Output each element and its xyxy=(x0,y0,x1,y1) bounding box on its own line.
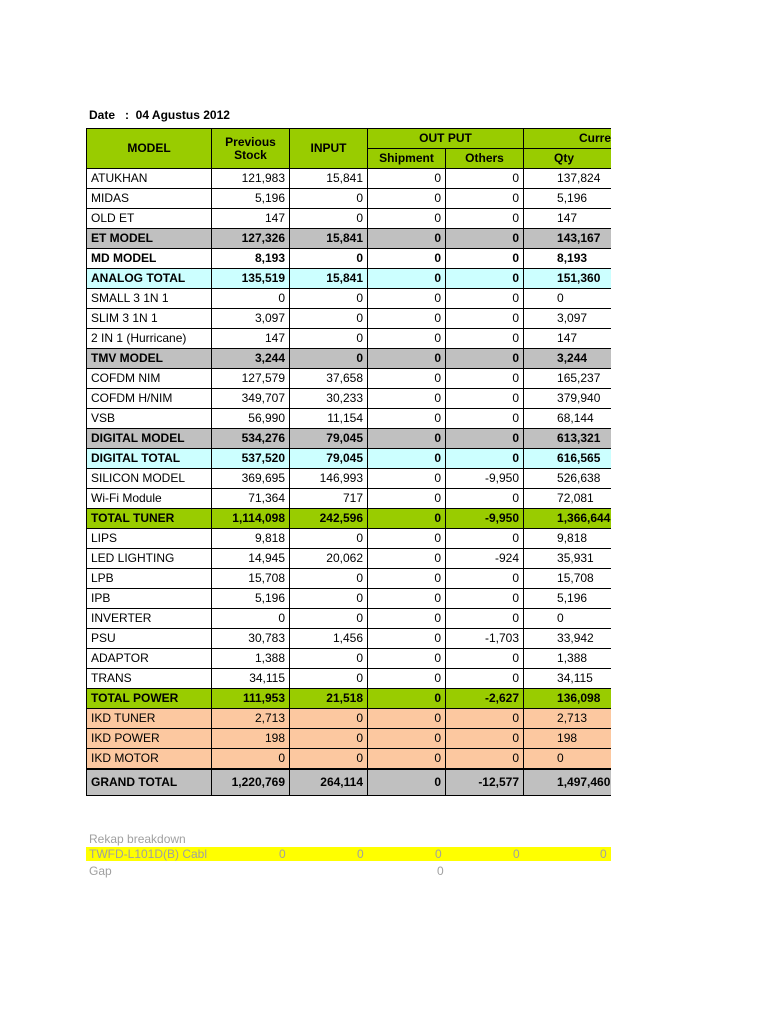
qty-cell: 147 xyxy=(524,329,611,349)
previous-stock-cell: 30,783 xyxy=(212,629,290,649)
shipment-cell: 0 xyxy=(368,469,446,489)
table-row xyxy=(87,569,612,589)
previous-stock-cell: 0 xyxy=(212,289,290,309)
model-cell: LPB xyxy=(87,569,212,589)
shipment-cell: 0 xyxy=(368,449,446,469)
previous-stock-cell: 1,220,769 xyxy=(212,769,290,796)
col-header-previous-stock xyxy=(212,129,290,169)
rekap-breakdown-label: Rekap breakdown xyxy=(89,832,186,846)
qty-cell: 5,196 xyxy=(524,189,611,209)
qty-cell: 9,818 xyxy=(524,529,611,549)
others-cell: 0 xyxy=(446,189,524,209)
others-cell: 0 xyxy=(446,589,524,609)
previous-stock-cell: 34,115 xyxy=(212,669,290,689)
shipment-cell: 0 xyxy=(368,329,446,349)
model-cell: IKD MOTOR xyxy=(87,749,212,770)
table-row xyxy=(87,669,612,689)
others-cell: 0 xyxy=(446,429,524,449)
shipment-cell: 0 xyxy=(368,169,446,189)
model-cell: LED LIGHTING xyxy=(87,549,212,569)
previous-stock-cell: 3,244 xyxy=(212,349,290,369)
qty-cell: 379,940 xyxy=(524,389,611,409)
model-cell: COFDM NIM xyxy=(87,369,212,389)
col-header-qty: Qty xyxy=(524,149,611,169)
input-cell: 0 xyxy=(290,529,368,549)
table-row xyxy=(87,629,612,649)
shipment-cell: 0 xyxy=(368,249,446,269)
model-cell: ANALOG TOTAL xyxy=(87,269,212,289)
twfd-value-input: 0 xyxy=(357,847,364,861)
col-header-current: Curre xyxy=(524,129,611,149)
table-row xyxy=(87,449,612,469)
shipment-cell: 0 xyxy=(368,749,446,770)
input-cell: 0 xyxy=(290,309,368,329)
others-cell: -924 xyxy=(446,549,524,569)
previous-stock-cell: 3,097 xyxy=(212,309,290,329)
others-cell: 0 xyxy=(446,409,524,429)
model-cell: TMV MODEL xyxy=(87,349,212,369)
others-cell: 0 xyxy=(446,169,524,189)
others-cell: -9,950 xyxy=(446,509,524,529)
previous-stock-cell: 9,818 xyxy=(212,529,290,549)
model-cell: PSU xyxy=(87,629,212,649)
model-cell: TOTAL TUNER xyxy=(87,509,212,529)
qty-cell: 5,196 xyxy=(524,589,611,609)
table-row xyxy=(87,229,612,249)
input-cell: 717 xyxy=(290,489,368,509)
others-cell: 0 xyxy=(446,209,524,229)
others-cell: 0 xyxy=(446,269,524,289)
qty-cell: 147 xyxy=(524,209,611,229)
qty-cell: 613,321 xyxy=(524,429,611,449)
input-cell: 0 xyxy=(290,729,368,749)
shipment-cell: 0 xyxy=(368,429,446,449)
others-cell: -1,703 xyxy=(446,629,524,649)
qty-cell: 1,366,644 xyxy=(524,509,611,529)
input-cell: 0 xyxy=(290,189,368,209)
qty-cell: 143,167 xyxy=(524,229,611,249)
input-cell: 37,658 xyxy=(290,369,368,389)
table-row xyxy=(87,349,612,369)
model-cell: VSB xyxy=(87,409,212,429)
table-row xyxy=(87,369,612,389)
twfd-label: TWFD-L101D(B) Cabl xyxy=(89,847,208,861)
previous-stock-cell: 14,945 xyxy=(212,549,290,569)
qty-cell: 72,081 xyxy=(524,489,611,509)
input-cell: 0 xyxy=(290,249,368,269)
qty-cell: 8,193 xyxy=(524,249,611,269)
shipment-cell: 0 xyxy=(368,549,446,569)
others-cell: 0 xyxy=(446,649,524,669)
previous-stock-cell: 5,196 xyxy=(212,189,290,209)
qty-cell: 2,713 xyxy=(524,709,611,729)
previous-stock-cell: 15,708 xyxy=(212,569,290,589)
shipment-cell: 0 xyxy=(368,669,446,689)
others-cell: 0 xyxy=(446,449,524,469)
input-cell: 0 xyxy=(290,289,368,309)
table-row xyxy=(87,549,612,569)
qty-cell: 0 xyxy=(524,289,611,309)
previous-stock-cell: 349,707 xyxy=(212,389,290,409)
gap-label: Gap xyxy=(89,864,112,878)
previous-stock-cell: 147 xyxy=(212,329,290,349)
model-cell: IKD TUNER xyxy=(87,709,212,729)
others-cell: 0 xyxy=(446,669,524,689)
table-row xyxy=(87,729,612,749)
qty-cell: 0 xyxy=(524,609,611,629)
stock-table-container xyxy=(86,128,611,816)
table-row xyxy=(87,509,612,529)
shipment-cell: 0 xyxy=(368,289,446,309)
table-row xyxy=(87,169,612,189)
input-cell: 20,062 xyxy=(290,549,368,569)
qty-cell: 137,824 xyxy=(524,169,611,189)
shipment-cell: 0 xyxy=(368,589,446,609)
others-cell: 0 xyxy=(446,749,524,770)
table-row xyxy=(87,529,612,549)
input-cell: 0 xyxy=(290,669,368,689)
qty-cell: 526,638 xyxy=(524,469,611,489)
input-cell: 0 xyxy=(290,649,368,669)
previous-stock-cell: 56,990 xyxy=(212,409,290,429)
twfd-value-shipment: 0 xyxy=(435,847,442,861)
others-cell: 0 xyxy=(446,229,524,249)
col-header-output: OUT PUT xyxy=(368,129,524,149)
qty-cell: 68,144 xyxy=(524,409,611,429)
previous-stock-cell: 111,953 xyxy=(212,689,290,709)
model-cell: TOTAL POWER xyxy=(87,689,212,709)
qty-cell: 136,098 xyxy=(524,689,611,709)
shipment-cell: 0 xyxy=(368,349,446,369)
others-cell: -12,577 xyxy=(446,769,524,796)
previous-stock-cell: 1,114,098 xyxy=(212,509,290,529)
shipment-cell: 0 xyxy=(368,729,446,749)
table-row xyxy=(87,329,612,349)
others-cell: 0 xyxy=(446,349,524,369)
shipment-cell: 0 xyxy=(368,529,446,549)
table-row xyxy=(87,589,612,609)
previous-stock-cell: 147 xyxy=(212,209,290,229)
previous-stock-cell: 534,276 xyxy=(212,429,290,449)
previous-stock-cell: 369,695 xyxy=(212,469,290,489)
previous-stock-cell: 71,364 xyxy=(212,489,290,509)
input-cell: 15,841 xyxy=(290,229,368,249)
model-cell: SMALL 3 1N 1 xyxy=(87,289,212,309)
others-cell: -9,950 xyxy=(446,469,524,489)
shipment-cell: 0 xyxy=(368,769,446,796)
model-cell: ET MODEL xyxy=(87,229,212,249)
table-row xyxy=(87,269,612,289)
input-cell: 30,233 xyxy=(290,389,368,409)
others-cell: 0 xyxy=(446,489,524,509)
qty-cell: 1,497,460 xyxy=(524,769,611,796)
col-header-model: MODEL xyxy=(87,129,212,169)
qty-cell: 15,708 xyxy=(524,569,611,589)
table-row xyxy=(87,709,612,729)
grand-total-row xyxy=(87,769,612,796)
others-cell: 0 xyxy=(446,609,524,629)
shipment-cell: 0 xyxy=(368,369,446,389)
shipment-cell: 0 xyxy=(368,229,446,249)
qty-cell: 0 xyxy=(524,749,611,770)
model-cell: 2 IN 1 (Hurricane) xyxy=(87,329,212,349)
previous-stock-cell: 537,520 xyxy=(212,449,290,469)
previous-stock-cell: 127,579 xyxy=(212,369,290,389)
stock-table xyxy=(86,128,611,796)
input-cell: 242,596 xyxy=(290,509,368,529)
input-cell: 0 xyxy=(290,749,368,770)
qty-cell: 616,565 xyxy=(524,449,611,469)
shipment-cell: 0 xyxy=(368,709,446,729)
input-cell: 0 xyxy=(290,569,368,589)
input-cell: 79,045 xyxy=(290,449,368,469)
model-cell: IPB xyxy=(87,589,212,609)
col-header-previous-line2: Stock xyxy=(234,147,267,162)
col-header-previous-line1: Previous xyxy=(225,134,276,149)
others-cell: -2,627 xyxy=(446,689,524,709)
model-cell: DIGITAL MODEL xyxy=(87,429,212,449)
model-cell: COFDM H/NIM xyxy=(87,389,212,409)
others-cell: 0 xyxy=(446,729,524,749)
input-cell: 0 xyxy=(290,349,368,369)
input-cell: 79,045 xyxy=(290,429,368,449)
shipment-cell: 0 xyxy=(368,489,446,509)
qty-cell: 165,237 xyxy=(524,369,611,389)
qty-cell: 1,388 xyxy=(524,649,611,669)
model-cell: GRAND TOTAL xyxy=(87,769,212,796)
table-row xyxy=(87,689,612,709)
report-date: Date : 04 Agustus 2012 xyxy=(89,108,230,122)
shipment-cell: 0 xyxy=(368,649,446,669)
previous-stock-cell: 5,196 xyxy=(212,589,290,609)
model-cell: ADAPTOR xyxy=(87,649,212,669)
qty-cell: 34,115 xyxy=(524,669,611,689)
others-cell: 0 xyxy=(446,329,524,349)
others-cell: 0 xyxy=(446,569,524,589)
model-cell: MIDAS xyxy=(87,189,212,209)
model-cell: INVERTER xyxy=(87,609,212,629)
model-cell: IKD POWER xyxy=(87,729,212,749)
qty-cell: 35,931 xyxy=(524,549,611,569)
table-row xyxy=(87,189,612,209)
previous-stock-cell: 0 xyxy=(212,609,290,629)
col-header-others: Others xyxy=(446,149,524,169)
others-cell: 0 xyxy=(446,309,524,329)
table-row xyxy=(87,249,612,269)
shipment-cell: 0 xyxy=(368,189,446,209)
table-row xyxy=(87,289,612,309)
previous-stock-cell: 2,713 xyxy=(212,709,290,729)
table-row xyxy=(87,429,612,449)
table-header xyxy=(87,129,612,169)
input-cell: 0 xyxy=(290,709,368,729)
table-body xyxy=(87,169,612,796)
model-cell: LIPS xyxy=(87,529,212,549)
input-cell: 15,841 xyxy=(290,269,368,289)
qty-cell: 198 xyxy=(524,729,611,749)
others-cell: 0 xyxy=(446,529,524,549)
input-cell: 0 xyxy=(290,589,368,609)
gap-value: 0 xyxy=(437,864,444,878)
shipment-cell: 0 xyxy=(368,209,446,229)
table-row xyxy=(87,609,612,629)
others-cell: 0 xyxy=(446,389,524,409)
model-cell: MD MODEL xyxy=(87,249,212,269)
input-cell: 0 xyxy=(290,329,368,349)
previous-stock-cell: 8,193 xyxy=(212,249,290,269)
model-cell: TRANS xyxy=(87,669,212,689)
table-row xyxy=(87,469,612,489)
previous-stock-cell: 121,983 xyxy=(212,169,290,189)
col-header-input: INPUT xyxy=(290,129,368,169)
table-row xyxy=(87,649,612,669)
previous-stock-cell: 135,519 xyxy=(212,269,290,289)
model-cell: DIGITAL TOTAL xyxy=(87,449,212,469)
input-cell: 11,154 xyxy=(290,409,368,429)
previous-stock-cell: 127,326 xyxy=(212,229,290,249)
model-cell: ATUKHAN xyxy=(87,169,212,189)
input-cell: 15,841 xyxy=(290,169,368,189)
shipment-cell: 0 xyxy=(368,269,446,289)
previous-stock-cell: 198 xyxy=(212,729,290,749)
qty-cell: 3,244 xyxy=(524,349,611,369)
twfd-value-others: 0 xyxy=(513,847,520,861)
input-cell: 21,518 xyxy=(290,689,368,709)
model-cell: OLD ET xyxy=(87,209,212,229)
table-row xyxy=(87,389,612,409)
table-row xyxy=(87,489,612,509)
shipment-cell: 0 xyxy=(368,629,446,649)
table-row xyxy=(87,209,612,229)
others-cell: 0 xyxy=(446,369,524,389)
twfd-highlight-row xyxy=(86,847,611,861)
input-cell: 264,114 xyxy=(290,769,368,796)
shipment-cell: 0 xyxy=(368,569,446,589)
input-cell: 146,993 xyxy=(290,469,368,489)
shipment-cell: 0 xyxy=(368,609,446,629)
shipment-cell: 0 xyxy=(368,309,446,329)
previous-stock-cell: 1,388 xyxy=(212,649,290,669)
qty-cell: 3,097 xyxy=(524,309,611,329)
shipment-cell: 0 xyxy=(368,409,446,429)
shipment-cell: 0 xyxy=(368,689,446,709)
model-cell: SILICON MODEL xyxy=(87,469,212,489)
previous-stock-cell: 0 xyxy=(212,749,290,770)
twfd-value-qty: 0 xyxy=(600,847,607,861)
input-cell: 1,456 xyxy=(290,629,368,649)
twfd-value-prev: 0 xyxy=(279,847,286,861)
table-row xyxy=(87,309,612,329)
input-cell: 0 xyxy=(290,609,368,629)
table-row xyxy=(87,409,612,429)
others-cell: 0 xyxy=(446,289,524,309)
qty-cell: 151,360 xyxy=(524,269,611,289)
input-cell: 0 xyxy=(290,209,368,229)
table-row xyxy=(87,749,612,770)
shipment-cell: 0 xyxy=(368,389,446,409)
qty-cell: 33,942 xyxy=(524,629,611,649)
others-cell: 0 xyxy=(446,249,524,269)
col-header-shipment: Shipment xyxy=(368,149,446,169)
model-cell: Wi-Fi Module xyxy=(87,489,212,509)
shipment-cell: 0 xyxy=(368,509,446,529)
others-cell: 0 xyxy=(446,709,524,729)
model-cell: SLIM 3 1N 1 xyxy=(87,309,212,329)
